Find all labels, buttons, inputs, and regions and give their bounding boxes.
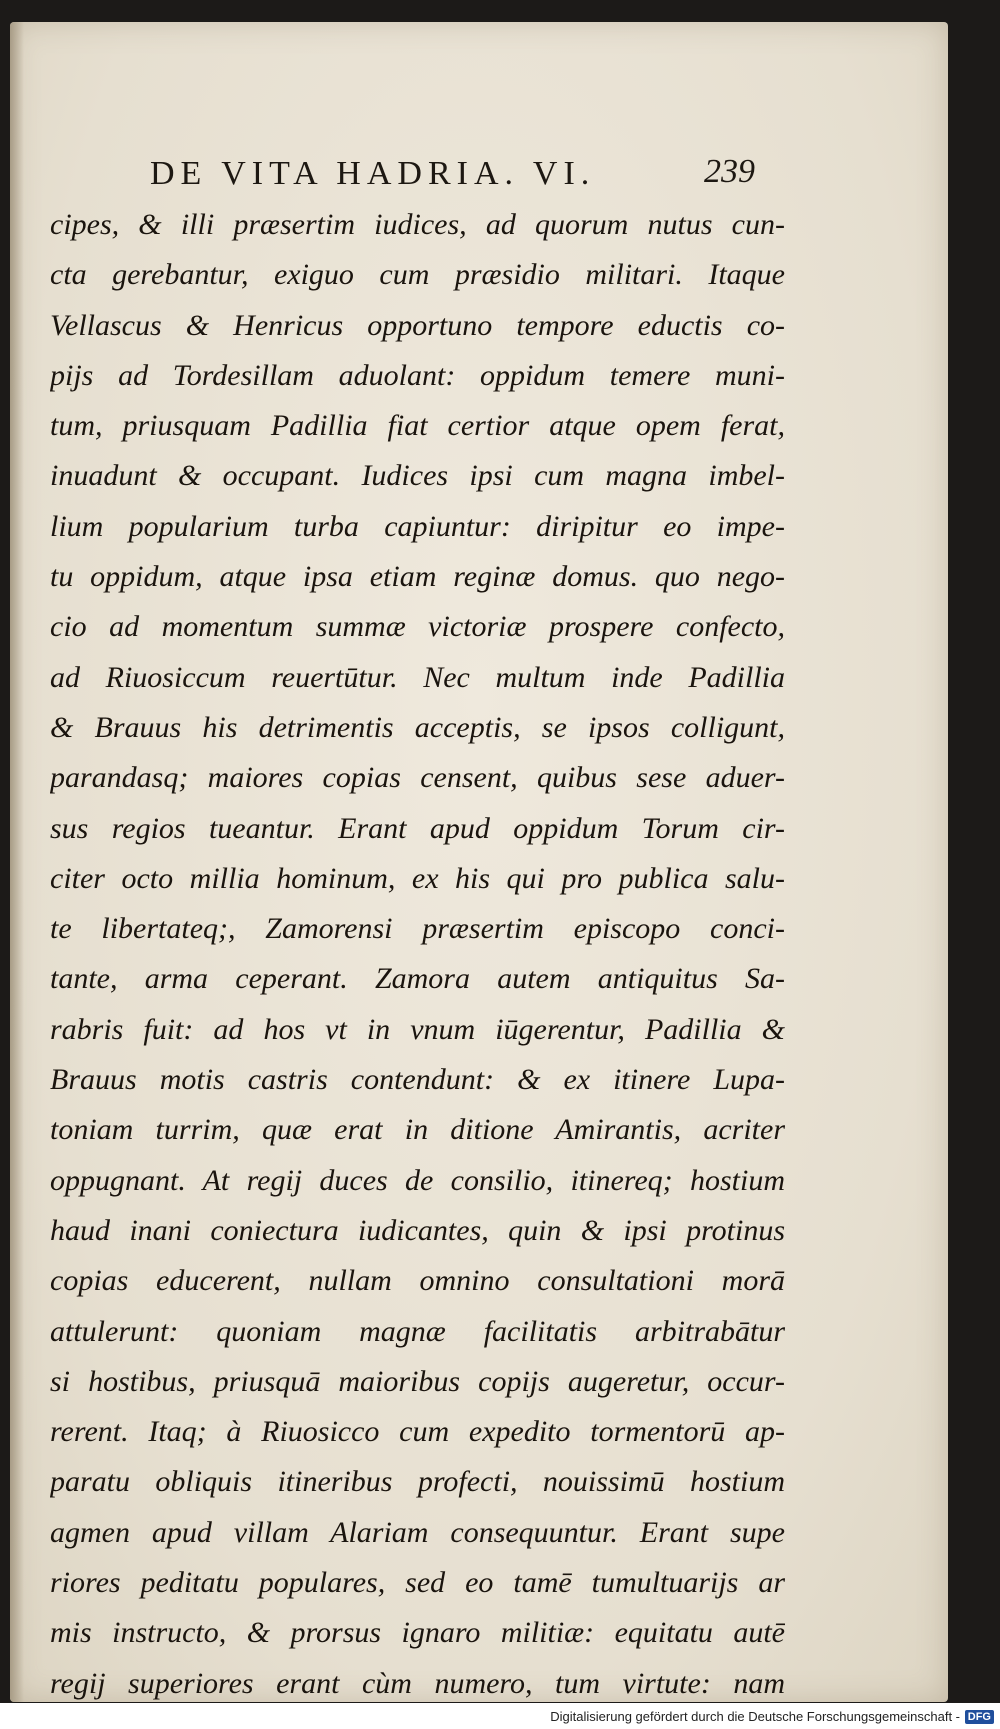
text-line: rerent. Itaq; à Riuosicco cum expedito tormentorū ap- xyxy=(50,1415,785,1449)
digitization-credit: Digitalisierung gefördert durch die Deutsche Forschungsgemeinschaft - xyxy=(550,1709,960,1724)
text-line: cio ad momentum summæ victoriæ prospere confecto, xyxy=(50,610,785,644)
text-line: toniam turrim, quæ erat in ditione Amirantis, acriter xyxy=(50,1113,785,1147)
text-line: Vellascus & Henricus opportuno tempore eductis co- xyxy=(50,308,785,342)
text-line: attulerunt: quoniam magnæ facilitatis arbitrabātur xyxy=(50,1314,785,1348)
text-line: citer octo millia hominum, ex his qui pro publica salu- xyxy=(50,861,785,895)
page-edge-shadow xyxy=(10,22,24,1702)
dfg-logo: DFG xyxy=(965,1710,994,1724)
text-line: cipes, & illi præsertim iudices, ad quorum nutus cun- xyxy=(50,208,785,241)
text-line: cta gerebantur, exiguo cum præsidio militari. Itaque xyxy=(50,258,785,292)
body-text xyxy=(50,200,785,1709)
text-line: copias educerent, nullam omnino consultationi morā xyxy=(50,1264,785,1298)
text-line: riores peditatu populares, sed eo tamē tumultuarijs ar xyxy=(50,1566,785,1600)
text-line: paratu obliquis itineribus profecti, nouissimū hostium xyxy=(50,1465,785,1499)
text-line: tante, arma ceperant. Zamora autem antiquitus Sa- xyxy=(50,962,785,996)
text-line: oppugnant. At regij duces de consilio, itinereq; hostium xyxy=(50,1163,785,1197)
text-line: rabris fuit: ad hos vt in vnum iūgerentur, Padillia & xyxy=(50,1012,785,1046)
text-line: te libertateq;, Zamorensi præsertim episcopo conci- xyxy=(50,912,785,946)
text-line: inuadunt & occupant. Iudices ipsi cum magna imbel- xyxy=(50,459,785,493)
text-line: agmen apud villam Alariam consequuntur. Erant supe xyxy=(50,1515,785,1549)
page-number: 239 xyxy=(704,153,755,190)
text-line: haud inani coniectura iudicantes, quin & ipsi protinus xyxy=(50,1213,785,1247)
book-page xyxy=(10,22,948,1702)
text-line: parandasq; maiores copias censent, quibus sese aduer- xyxy=(50,761,785,795)
text-line: regij superiores erant cùm numero, tum virtute: nam xyxy=(50,1666,785,1700)
text-line: pijs ad Tordesillam aduolant: oppidum temere muni- xyxy=(50,358,785,392)
footer-bar xyxy=(0,1703,1000,1729)
text-line: Brauus motis castris contendunt: & ex itinere Lupa- xyxy=(50,1063,785,1097)
text-line: sus regios tueantur. Erant apud oppidum Torum cir- xyxy=(50,811,785,845)
text-line: lium popularium turba capiuntur: diripitur eo impe- xyxy=(50,509,785,543)
text-line: tu oppidum, atque ipsa etiam reginæ domus. quo nego- xyxy=(50,560,785,594)
text-line: & Brauus his detrimentis acceptis, se ipsos colligunt, xyxy=(50,710,785,744)
running-head: DE VITA HADRIA. VI. xyxy=(150,155,596,192)
text-line: tum, priusquam Padillia fiat certior atque opem ferat, xyxy=(50,409,785,443)
text-line: si hostibus, priusquā maioribus copijs augeretur, occur- xyxy=(50,1364,785,1398)
text-line: ad Riuosiccum reuertūtur. Nec multum inde Padillia xyxy=(50,660,785,694)
text-line: mis instructo, & prorsus ignaro militiæ: equitatu autē xyxy=(50,1616,785,1650)
